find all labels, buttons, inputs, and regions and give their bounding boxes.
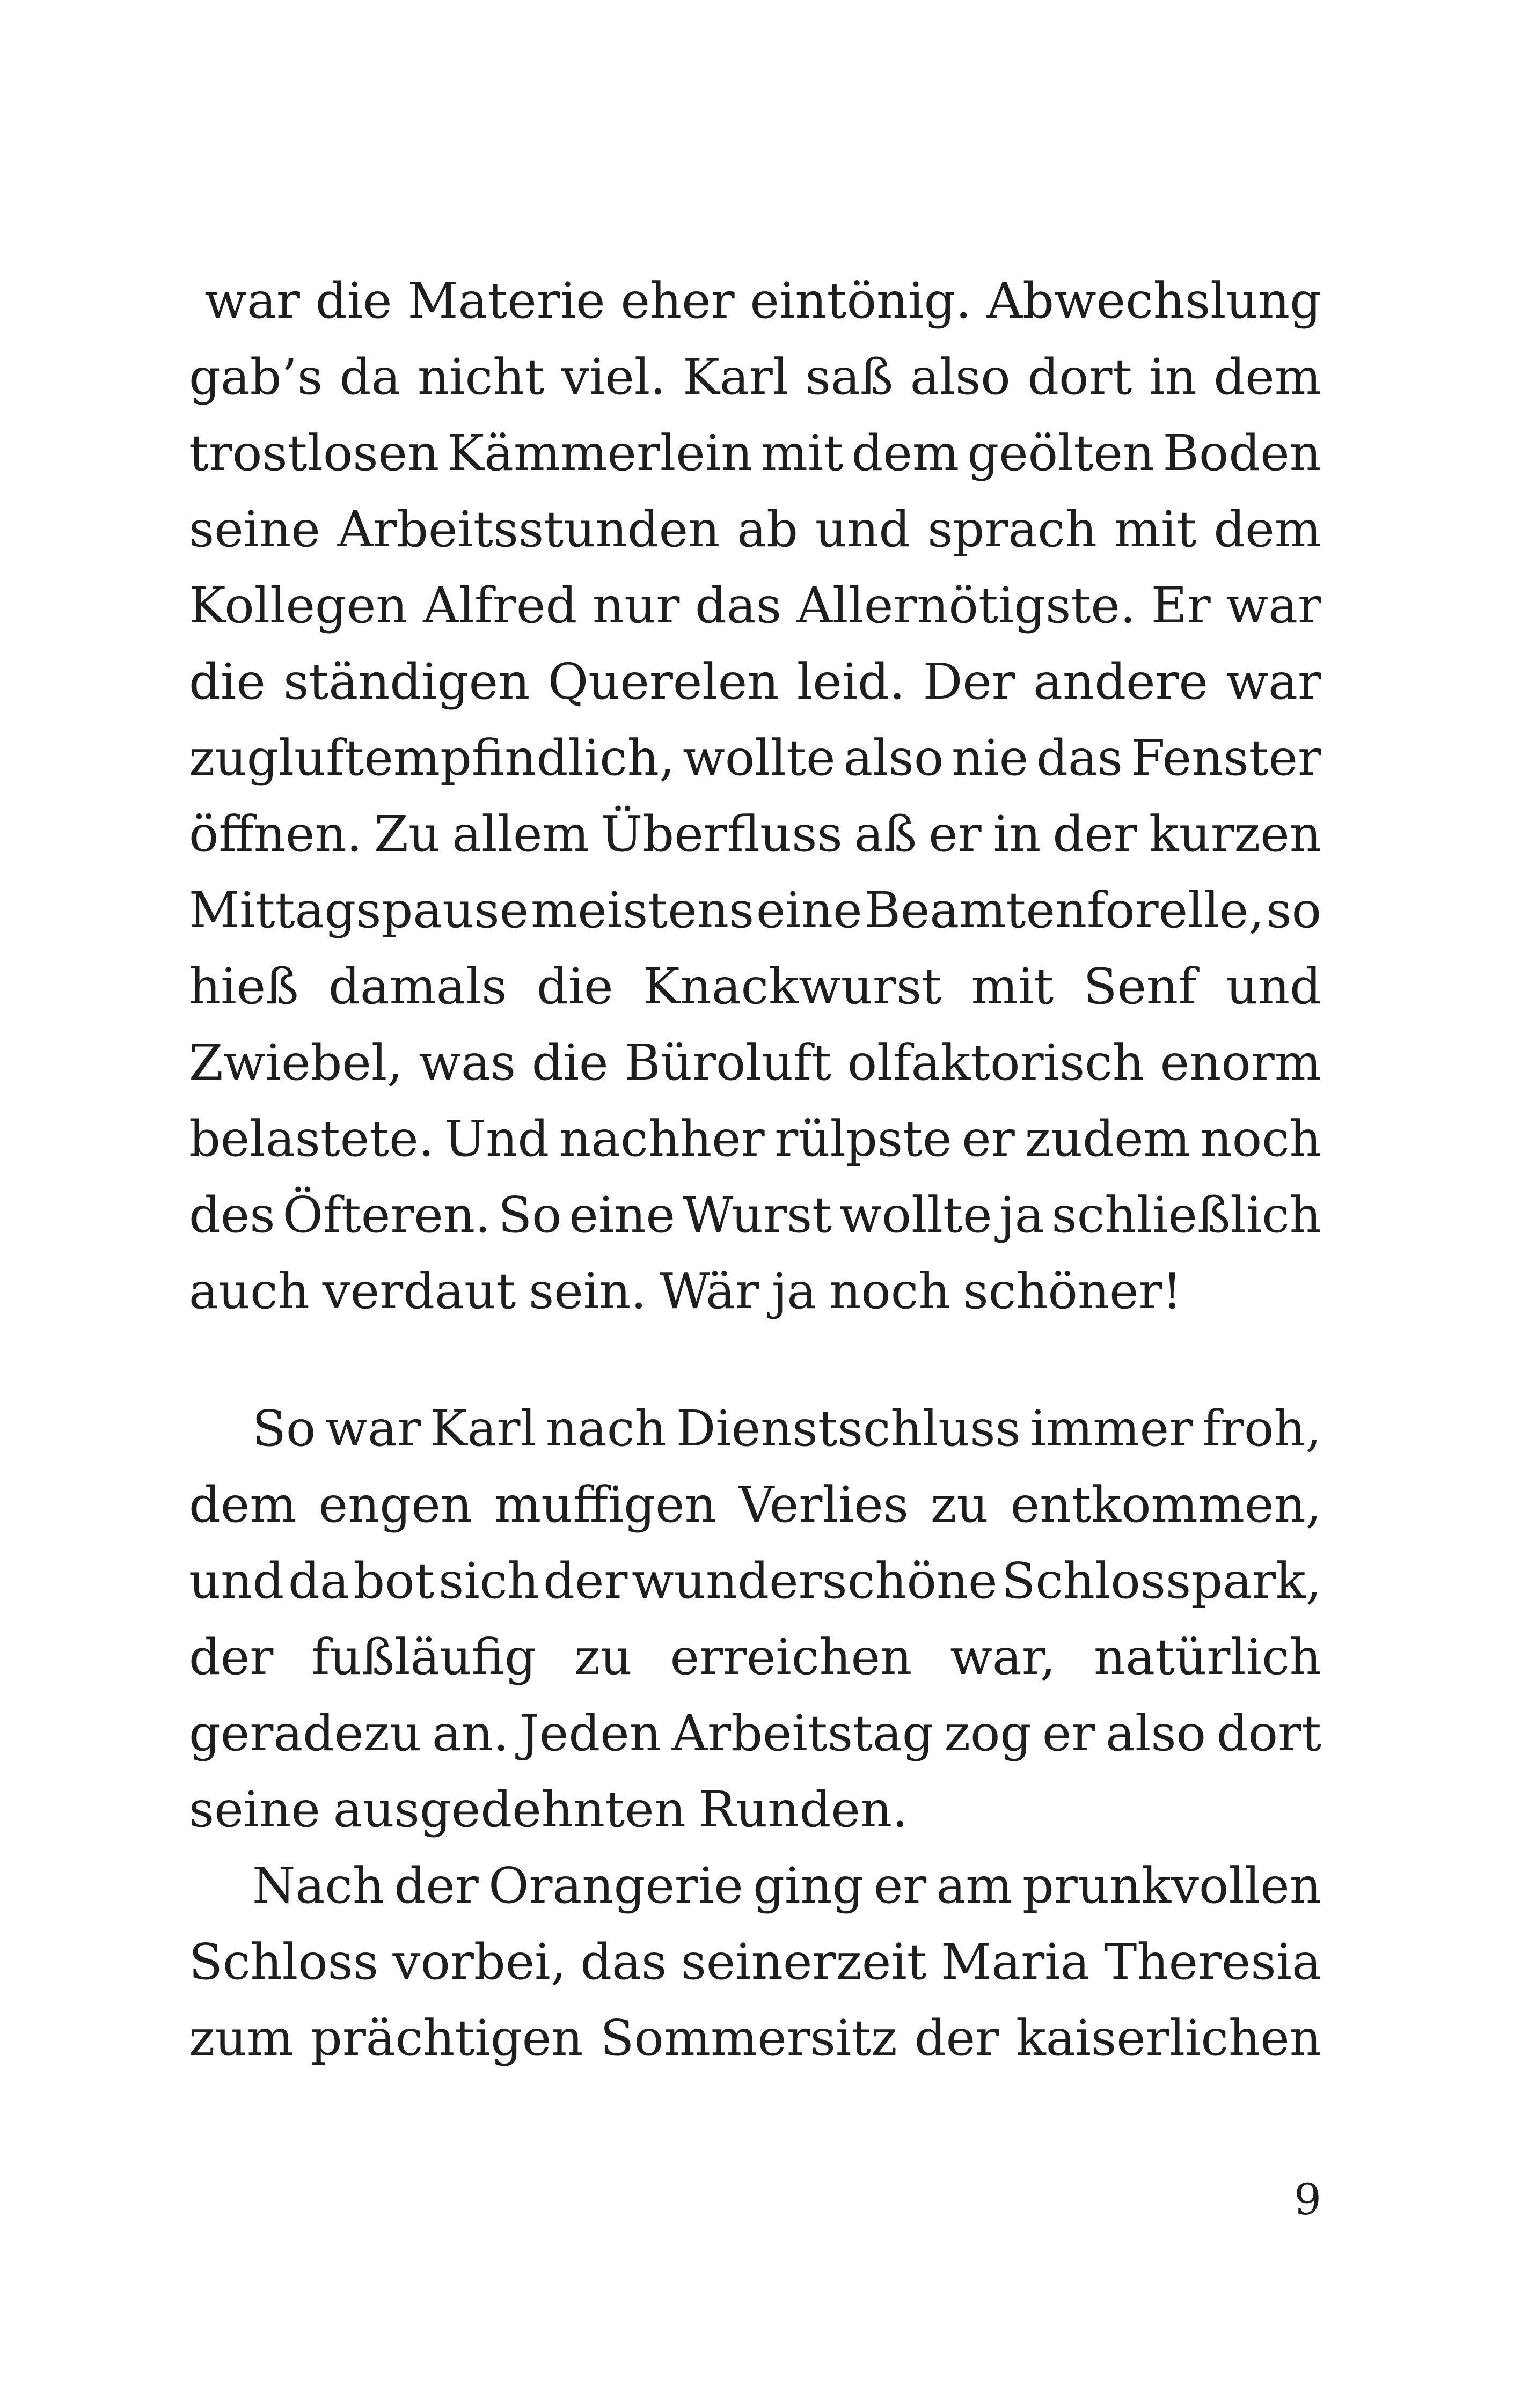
word: Orangerie: [488, 1857, 743, 1914]
word: damals: [328, 958, 507, 1015]
word: Theresia: [1103, 1933, 1321, 1991]
word: der: [914, 2009, 999, 2067]
text-line: [189, 1924, 1321, 2000]
word: kurzen: [1149, 805, 1321, 863]
word: noch: [829, 1262, 950, 1320]
word: Materie: [407, 272, 605, 329]
text-line: [189, 1253, 1321, 1330]
word: Mittagspause: [189, 882, 529, 939]
word: in: [993, 805, 1041, 863]
word: nur: [592, 577, 680, 634]
word: dort: [1027, 348, 1132, 406]
text-line: [189, 263, 1321, 339]
word: war: [325, 1400, 421, 1457]
word: nicht: [418, 348, 545, 406]
word: war: [189, 272, 300, 329]
paragraph: [189, 1848, 1321, 2076]
word: die: [536, 958, 613, 1015]
word: das: [694, 577, 781, 634]
word: fußläufig: [311, 1628, 536, 1686]
word: vorbei,: [392, 1933, 566, 1991]
word: öffnen.: [189, 805, 362, 863]
word: er: [962, 1110, 1015, 1168]
word: Wurst: [682, 1186, 832, 1244]
word: verdaut: [322, 1262, 516, 1320]
word: dort: [1216, 1705, 1321, 1762]
word: sich: [438, 1552, 539, 1610]
word: und: [189, 1552, 284, 1610]
word: Zwiebel,: [189, 1034, 403, 1091]
word: zum: [189, 2009, 294, 2067]
word: Überfluss: [601, 805, 843, 863]
word: dem: [1213, 348, 1321, 406]
word: muffigen: [494, 1476, 716, 1533]
word: wollte: [683, 729, 836, 787]
word: Knackwurst: [642, 958, 942, 1015]
text-line: [189, 1772, 1321, 1848]
word: ausgedehnten: [333, 1781, 686, 1838]
text-line: [189, 796, 1321, 872]
word: ja: [771, 1262, 817, 1320]
word: zudem: [1025, 1110, 1190, 1168]
page-number: 9: [1294, 2175, 1321, 2225]
word: Jeden: [520, 1705, 661, 1762]
word: dem: [1213, 501, 1321, 558]
word: Zu: [374, 805, 441, 863]
word: leid.: [796, 653, 905, 710]
word: geölten: [967, 424, 1155, 482]
word: enorm: [1160, 1034, 1321, 1091]
word: Kollegen: [189, 577, 408, 634]
word: er: [928, 805, 982, 863]
text-line: [189, 644, 1321, 720]
word: ja: [999, 1186, 1044, 1244]
word: er: [1042, 1705, 1095, 1762]
word: Öfteren.: [282, 1186, 491, 1244]
word: Büroluft: [624, 1034, 832, 1091]
word: belastete.: [189, 1110, 434, 1168]
word: Wär: [659, 1262, 759, 1320]
text-line: [189, 1848, 1321, 1924]
word: Karl: [430, 1400, 536, 1457]
word: mit: [760, 424, 844, 482]
text-line: [189, 491, 1321, 568]
word: seine: [189, 501, 320, 558]
word: die: [531, 1034, 609, 1091]
word: ging: [753, 1857, 864, 1914]
word: meistens: [530, 882, 755, 939]
word: dem: [851, 424, 960, 482]
word: ständigen: [283, 653, 530, 710]
paragraph: [189, 1391, 1321, 1848]
word: Karl: [683, 348, 789, 406]
word: der: [543, 1552, 628, 1610]
word: entkommen,: [1010, 1476, 1321, 1533]
word: eher: [620, 272, 735, 329]
word: viel.: [561, 348, 666, 406]
word: Schlosspark,: [1001, 1552, 1321, 1610]
word: geradezu: [189, 1705, 422, 1762]
word: schließlich: [1051, 1186, 1321, 1244]
word: Verlies: [738, 1476, 909, 1533]
word: nach: [545, 1400, 667, 1457]
word: hieß: [189, 958, 299, 1015]
text-line: [189, 1543, 1321, 1619]
word: froh,: [1202, 1400, 1321, 1457]
word: immer: [1030, 1400, 1193, 1457]
word: Allernötigste.: [796, 577, 1136, 634]
word: mit: [1114, 501, 1197, 558]
word: nachher: [559, 1110, 765, 1168]
paragraph: [189, 263, 1321, 1330]
word: also: [843, 729, 944, 787]
word: nie: [952, 729, 1029, 787]
text-line: [189, 720, 1321, 796]
text-line: [189, 339, 1321, 415]
word: Sommersitz: [600, 2009, 897, 2067]
text-line: [189, 2000, 1321, 2076]
word: war: [1226, 577, 1321, 634]
word: auch: [189, 1262, 310, 1320]
word: eine: [756, 882, 862, 939]
word: bot: [353, 1552, 435, 1610]
word: Boden: [1162, 424, 1321, 482]
word: da: [288, 1552, 349, 1610]
word: engen: [318, 1476, 472, 1533]
text-line: [189, 1467, 1321, 1543]
word: und: [815, 501, 911, 558]
word: ab: [737, 501, 798, 558]
word: Alfred: [423, 577, 577, 634]
word: seinerzeit: [681, 1933, 927, 1991]
word: so: [1266, 882, 1321, 939]
word: dem: [189, 1476, 297, 1533]
word: andere: [1033, 653, 1209, 710]
word: Beamtenforelle,: [864, 882, 1264, 939]
word: saß: [805, 348, 894, 406]
word: eintönig.: [750, 272, 971, 329]
word: trostlosen: [189, 424, 440, 482]
word: war: [1226, 653, 1321, 710]
word: Er: [1151, 577, 1211, 634]
word: zog: [944, 1705, 1032, 1762]
word: am: [936, 1857, 1013, 1914]
text-line: [189, 949, 1321, 1025]
word: Nach: [252, 1857, 385, 1914]
word: zugluftempfindlich,: [189, 729, 675, 787]
word: Runden.: [698, 1781, 908, 1838]
text-line: [189, 1391, 1321, 1467]
word: Abwechslung: [986, 272, 1321, 329]
word: er: [873, 1857, 927, 1914]
word: So: [498, 1186, 562, 1244]
word: die: [315, 272, 392, 329]
word: Maria: [941, 1933, 1090, 1991]
word: in: [1149, 348, 1197, 406]
word: Und: [444, 1110, 550, 1168]
word: Arbeitsstunden: [337, 501, 720, 558]
word: war,: [950, 1628, 1056, 1686]
word: Fenster: [1130, 729, 1321, 787]
text-line: [189, 872, 1321, 949]
text-line: [189, 568, 1321, 644]
word: der: [189, 1628, 274, 1686]
word: gab’s: [189, 348, 323, 406]
word: prächtigen: [310, 2009, 583, 2067]
word: also: [1106, 1705, 1206, 1762]
word: das: [1036, 729, 1123, 787]
word: Senf: [1083, 958, 1197, 1015]
word: wollte: [839, 1186, 992, 1244]
word: der: [1052, 805, 1137, 863]
word: allem: [452, 805, 589, 863]
word: olfaktorisch: [847, 1034, 1144, 1091]
word: prunkvollen: [1022, 1857, 1321, 1914]
word: Schloss: [189, 1933, 379, 1991]
word: an.: [432, 1705, 509, 1762]
word: Der: [923, 653, 1015, 710]
text-line: [189, 1619, 1321, 1695]
word: da: [339, 348, 401, 406]
text-line: [189, 1025, 1321, 1101]
text-line: [189, 415, 1321, 491]
word: was: [419, 1034, 516, 1091]
word: natürlich: [1094, 1628, 1321, 1686]
word: der: [394, 1857, 479, 1914]
word: also: [910, 348, 1011, 406]
word: wunderschöne: [631, 1552, 998, 1610]
word: Arbeitstag: [671, 1705, 934, 1762]
word: die: [189, 653, 266, 710]
word: und: [1226, 958, 1321, 1015]
word: sprach: [927, 501, 1097, 558]
word: schöner!: [963, 1262, 1182, 1320]
word: sein.: [529, 1262, 647, 1320]
word: So: [252, 1400, 316, 1457]
word: zu: [930, 1476, 989, 1533]
word: seine: [189, 1781, 320, 1838]
word: mit: [971, 958, 1054, 1015]
text-line: [189, 1101, 1321, 1177]
text-line: [189, 1177, 1321, 1253]
word: erreichen: [670, 1628, 912, 1686]
text-line: [189, 1695, 1321, 1772]
word: noch: [1200, 1110, 1321, 1168]
word: des: [189, 1186, 275, 1244]
word: eine: [569, 1186, 675, 1244]
word: das: [580, 1933, 667, 1991]
word: Kämmerlein: [447, 424, 753, 482]
word: aß: [854, 805, 917, 863]
word: Querelen: [547, 653, 779, 710]
word: kaiserlichen: [1016, 2009, 1321, 2067]
word: Dienstschluss: [676, 1400, 1021, 1457]
word: zu: [574, 1628, 632, 1686]
word: rülpste: [774, 1110, 952, 1168]
